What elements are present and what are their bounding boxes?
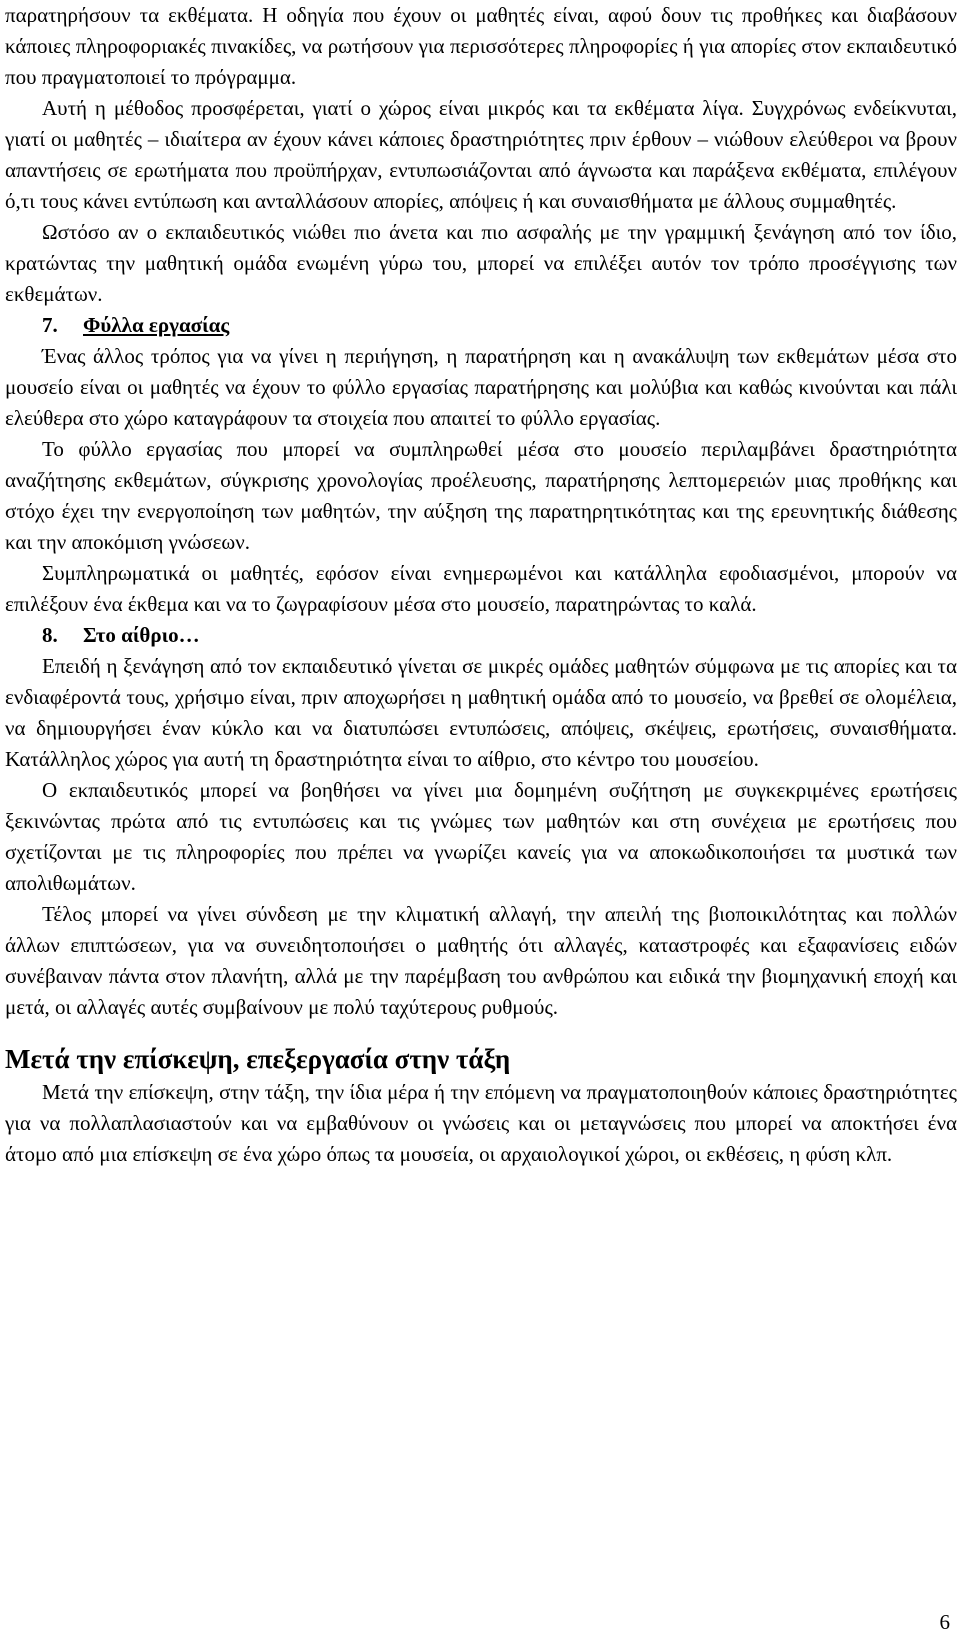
paragraph-method: Αυτή η μέθοδος προσφέρεται, γιατί ο χώρος είναι μικρός και τα εκθέματα λίγα. Συγχρόνως ενδείκνυται, γιατί οι μαθητές – ιδιαίτερα αν έχουν κάνει κάποιες δραστηριότητες πριν έρθουν – νιώθουν ελεύθεροι να βρουν απαντήσεις σε ερωτήματα που προϋπήρχαν, εντυπωσιάζονται από άγνωστα και παράξενα εκθέματα, επιλέγουν ό,τι τους κάνει εντύπωση και ανταλλάσουν απορίες, απόψεις ή και συναισθήματα με άλλους συμμαθητές. (5, 96, 957, 213)
section-title: Μετά την επίσκεψη, επεξεργασία στην τάξη (5, 1044, 511, 1074)
paragraph-after-visit: Μετά την επίσκεψη, στην τάξη, την ίδια μέρα ή την επόμενη να πραγματοποιηθούν κάποιες δραστηριότητες για να πολλαπλασιαστούν και να εμβαθύνουν οι γνώσεις και οι μεταγνώσεις που μπορεί να αποκτήσει ένα άτομο από μια επίσκεψη σε ένα χώρο όπως τα μουσεία, οι αρχαιολογικοί χώροι, οι εκθέσεις, η φύση κλπ. (5, 1080, 957, 1166)
paragraph-intro: παρατηρήσουν τα εκθέματα. Η οδηγία που έχουν οι μαθητές είναι, αφού δουν τις προθήκες και διαβάσουν κάποιες πληροφοριακές πινακίδες, να ρωτήσουν για περισσότερες πληροφορίες ή για απορίες στον εκπαιδευτικό που πραγματοποιεί το πρόγραμμα. (5, 3, 957, 89)
page-number: 6 (939, 1610, 950, 1634)
heading-number: 8. (42, 623, 58, 647)
paragraph-climate-change: Τέλος μπορεί να γίνει σύνδεση με την κλιματική αλλαγή, την απειλή της βιοποικιλότητας και πολλών άλλων επιπτώσεων, για να συνειδητοποιήσει ο μαθητής ότι αλλαγές, καταστροφές και εξαφανίσεις ειδών συνέβαιναν πάντα στον πλανήτη, αλλά με την παρέμβαση του ανθρώπου και ειδικά την βιομηχανική εποχή και μετά, οι αλλαγές αυτές συμβαίνουν με πολύ ταχύτερους ρυθμούς. (5, 902, 957, 1019)
document-page (5, 0, 957, 1170)
paragraph-worksheet-content: Το φύλλο εργασίας που μπορεί να συμπληρωθεί μέσα στο μουσείο περιλαμβάνει δραστηριότητα αναζήτησης εκθεμάτων, σύγκρισης χρονολογίας προέλευσης, παρατήρησης λεπτομερειών μιας προθήκης και στόχο έχει την ενεργοποίηση των μαθητών, την αύξηση της παρατηρητικότητας και της ερευνητικής διάθεσης και την αποκόμιση γνώσεων. (5, 437, 957, 554)
paragraph-worksheet-tour: Ένας άλλος τρόπος για να γίνει η περιήγηση, η παρατήρηση και η ανακάλυψη των εκθεμάτων μέσα στο μουσείο είναι οι μαθητές να έχουν το φύλλο εργασίας παρατήρησης και μολύβια και καθώς κινούνται και πάλι ελεύθερα στο χώρο καταγράφουν τα στοιχεία που απαιτεί το φύλλο εργασίας. (5, 344, 957, 430)
heading-worksheets (5, 310, 957, 341)
heading-number: 7. (42, 313, 58, 337)
paragraph-linear-tour: Ωστόσο αν ο εκπαιδευτικός νιώθει πιο άνετα και πιο ασφαλής με την γραμμική ξενάγηση από τον ίδιο, κρατώντας την μαθητική ομάδα ενωμένη γύρω του, μπορεί να επιλέξει αυτόν τον τρόπο προσέγγισης των εκθεμάτων. (5, 220, 957, 306)
paragraph-structured-discussion: Ο εκπαιδευτικός μπορεί να βοηθήσει να γίνει μια δομημένη συζήτηση με συγκεκριμένες ερωτήσεις ξεκινώντας πρώτα από τις εντυπώσεις και τις γνώμες των μαθητών και στη συνέχεια με ερωτήσεις που σχετίζονται με τις πληροφορίες που πρέπει να γνωρίζει κανείς για να αποκωδικοποιήσει τα μυστικά των απολιθωμάτων. (5, 778, 957, 895)
paragraph-atrium-circle: Επειδή η ξενάγηση από τον εκπαιδευτικό γίνεται σε μικρές ομάδες μαθητών σύμφωνα με τις απορίες και τα ενδιαφέροντά τους, χρήσιμο είναι, πριν αποχωρήσει η μαθητική ομάδα από το μουσείο, να βρεθεί σε ολομέλεια, να δημιουργήσει έναν κύκλο και να διατυπώσει εντυπώσεις, απόψεις, σκέψεις, ερωτήσεις, συναισθήματα. Κατάλληλος χώρος για αυτή τη δραστηριότητα είναι το αίθριο, στο κέντρο του μουσείου. (5, 654, 957, 771)
heading-text: Φύλλα εργασίας (83, 313, 230, 337)
heading-atrium (5, 620, 957, 651)
paragraph-drawing: Συμπληρωματικά οι μαθητές, εφόσον είναι ενημερωμένοι και κατάλληλα εφοδιασμένοι, μπορούν να επιλέξουν ένα έκθεμα και να το ζωγραφίσουν μέσα στο μουσείο, παρατηρώντας το καλά. (5, 561, 957, 616)
heading-text: Στο αίθριο… (83, 623, 200, 647)
